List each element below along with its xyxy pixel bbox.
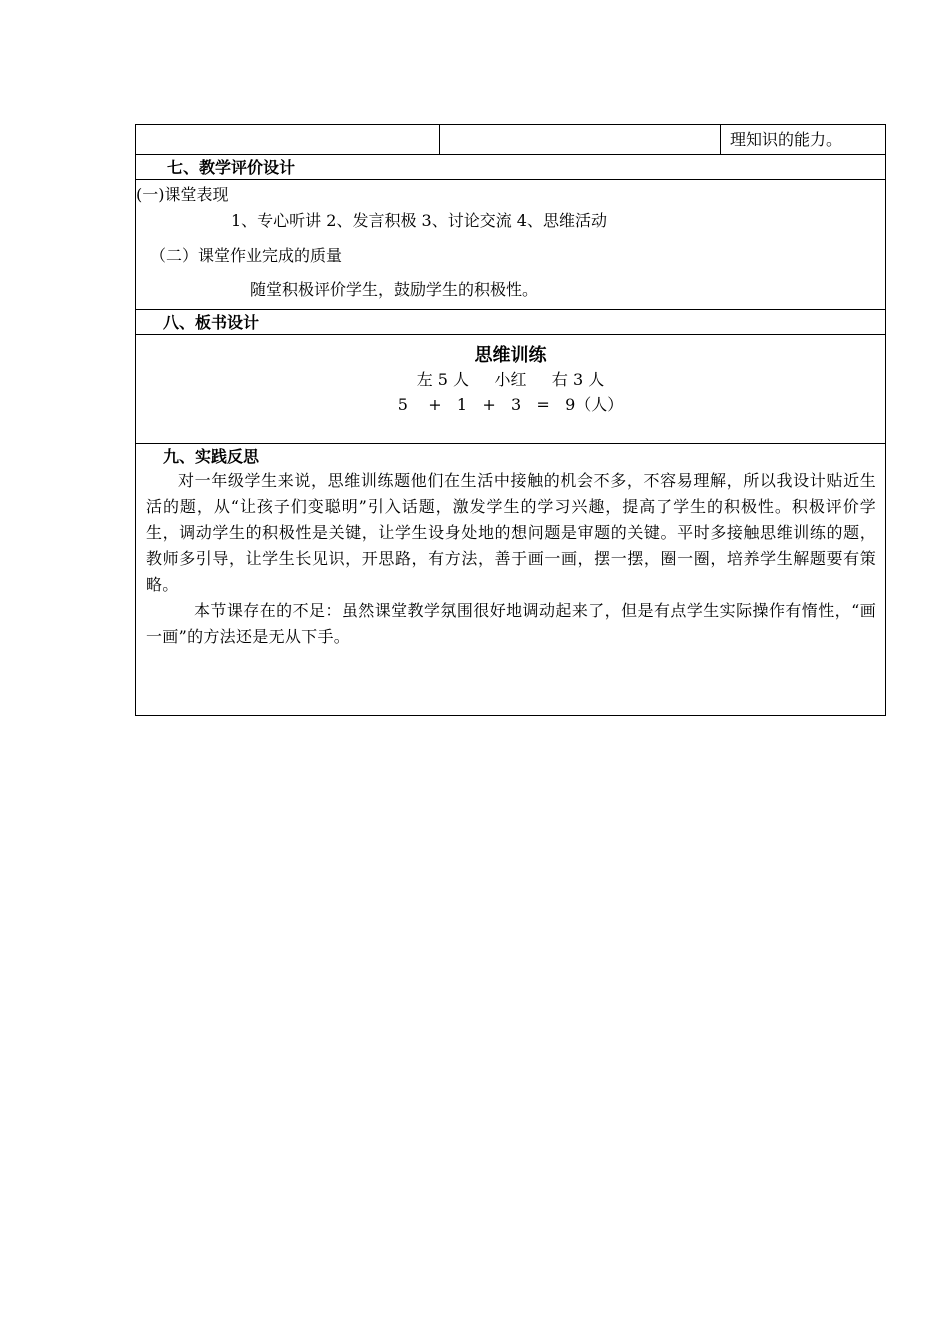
table-top-row — [136, 125, 885, 154]
reflection-paragraph-1: 对一年级学生来说，思维训练题他们在生活中接触的机会不多，不容易理解，所以我设计贴近生活的题，从“让孩子们变聪明”引入话题，激发学生的学习兴趣，提高了学生的积极性。积极评价学生，调动学生的积极性是关键，让学生设身处地的想问题是审题的关键。平时多接触思维训练的题，教师多引导，让学生长见识，开思路，有方法，善于画一画，摆一摆，圈一圈，培养学生解题要有策略。 — [146, 471, 876, 594]
lesson-plan-table — [135, 124, 886, 716]
board-title: 思维训练 — [474, 345, 547, 366]
section-7-heading: 七、教学评价设计 — [136, 154, 885, 179]
classroom-performance-detail: 1、专心听讲 2、发言积极 3、讨论交流 4、思维活动 — [231, 211, 607, 230]
practice-reflection — [136, 467, 885, 715]
homework-quality-title: （二）课堂作业完成的质量 — [150, 246, 343, 265]
empty-cell-2 — [439, 125, 720, 154]
board-equation: 5 + 1 + 3 = 9（人） — [397, 395, 624, 414]
section-9-heading: 九、实践反思 — [136, 443, 885, 467]
empty-cell-1 — [136, 125, 439, 154]
section-7-evaluation — [136, 179, 885, 309]
continued-text-cell: 理知识的能力。 — [720, 125, 885, 154]
section-8-heading: 八、板书设计 — [136, 309, 885, 334]
homework-quality-detail: 随堂积极评价学生，鼓励学生的积极性。 — [250, 280, 539, 299]
reflection-paragraph-2: 本节课存在的不足：虽然课堂教学氛围很好地调动起来了，但是有点学生实际操作有惰性，“画一画”的方法还是无从下手。 — [146, 601, 876, 646]
board-design — [136, 334, 885, 443]
board-line-people: 左 5 人 小红 右 3 人 — [416, 370, 605, 389]
classroom-performance-title: (一)课堂表现 — [136, 185, 229, 204]
